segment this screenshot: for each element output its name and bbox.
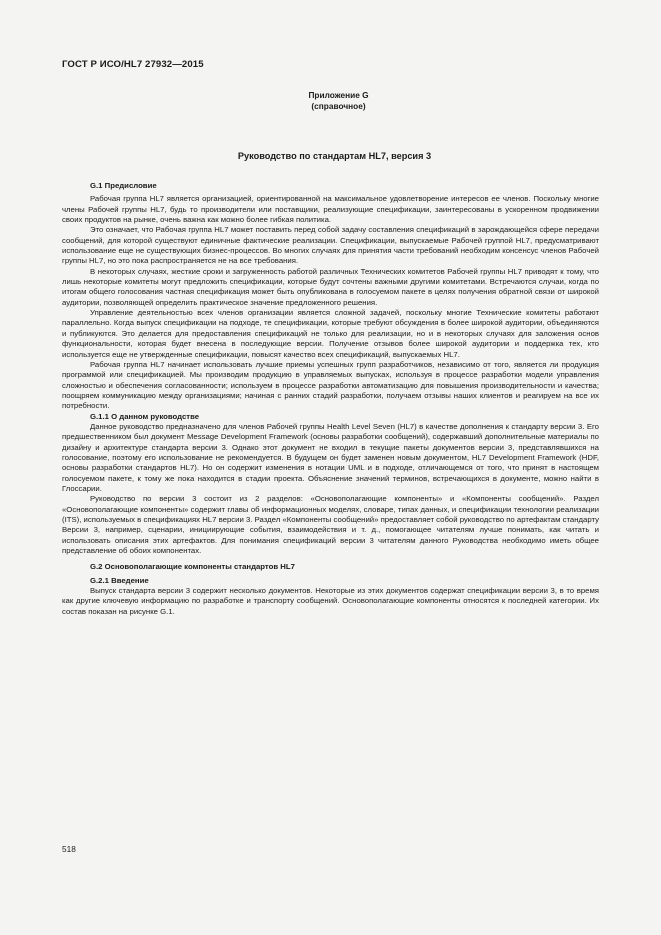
- paragraph: Выпуск стандарта версии 3 содержит несколько документов. Некоторые из этих документов содержат спецификации версии 3, в то время как другие ключевую информацию по разработке и транспорту сообщений. Основополагающие компоненты относятся к последней категории. Их состав показан на рисунке G.1.: [62, 586, 599, 616]
- paragraph: Рабочая группа HL7 является организацией, ориентированной на максимальное удовлетворение интересов ее членов. Поскольку многие члены Рабочей группы HL7, будь то производители или поставщики, реализующие спецификации, заинтересованы в ускоренном продвижении своих продуктов на рынке, очень важна как можно более гибкая политика.: [62, 194, 599, 225]
- section-heading-g1-1: G.1.1 О данном руководстве: [90, 411, 200, 421]
- paragraph: Рабочая группа HL7 начинает использовать лучшие приемы успешных групп разработчиков, независимо от того, является ли продукция программой или спецификацией. Мы производим продукцию в управляемых выпусках, используя в процессе разработки модели управления сложностью и обеспечения согласованности; используем в процессе разработки автоматизацию для повышения производительности и качества; поощряем коммуникацию между организациями; начиная с ранних стадий разработки, получаем отзывы наших клиентов и реагируем на все их потребности.: [62, 359, 599, 411]
- annex-title: Приложение G: [308, 90, 369, 100]
- paragraph: Это означает, что Рабочая группа HL7 может поставить перед собой задачу составления спецификаций в зарождающейся сфере передачи сообщений, для которой существуют единичные фактические реализации. Спецификации, выпускаемые Рабочей группой HL7, предусматривают использование еще не существующих бизнес-процессов. Во многих случаях для принятия части требований необходим консенсус членов Рабочей группы HL7, но это пока распространяется не на все требования.: [62, 225, 599, 266]
- paragraph: Руководство по версии 3 состоит из 2 разделов: «Основополагающие компоненты» и «Компоненты сообщений». Раздел «Основополагающие компоненты» содержит главы об информационных моделях, словаре, типах данных, и спецификации технологии реализации (ITS), используемых в спецификациях HL7 версии 3. Раздел «Компоненты сообщений» предоставляет собой руководство по артефактам стандарту Версии 3, например, сценарии, инициирующие события, взаимодействия и т. д., помогающее читателям лучше понимать, как читать и использовать описания этих артефактов. Для понимания спецификаций версии 3 читателям данного Руководства необходимо иметь общее представление об обоих компонентах.: [62, 494, 599, 556]
- document-title: Руководство по стандартам HL7, версия 3: [237, 151, 432, 161]
- section-heading-g2: G.2 Основополагающие компоненты стандартов HL7: [90, 562, 295, 572]
- paragraph: Данное руководство предназначено для членов Рабочей группы Health Level Seven (HL7) в качестве дополнения к стандарту версии 3. Его предшественником был документ Message Development Framework (основы разработки сообщений), содержавший дополнительные материалы по дизайну и архитектуре стандарта версии 3. Однако этот документ не входил в текущие пакеты документов версии 3, представлявшихся на голосование, поэтому его использование не рекомендуется. В будущем он будет заменен новым документом, HL7 Development Framework (HDF, основы разработки стандартов HL7). Но он содержит изменения в нотации UML и в подходе, отличающемся от того, что принят в настоящем голосуемом пакете, к тому же пока находится в стадии проекта. Объяснение значений терминов, встречающихся в документе, можно найти в Глоссарии.: [62, 421, 599, 493]
- paragraph: Управление деятельностью всех членов организации является сложной задачей, поскольку многие Технические комитеты работают параллельно. Когда выпуск спецификации на подходе, те спецификации, которые требуют обсуждения в более широкой аудитории, объединяются и публикуются. Это делается для предоставления спецификаций не только для реализации, но и в некоторых случаях для заложения основ функциональности, которая будет внесена в последующие версии. Получение отзывов более широкой аудитории и поддержка тех, кто используется еще не утвержденные спецификации, повысят качество всех спецификаций, выпускаемых HL7.: [62, 308, 599, 359]
- page-number: 518: [62, 844, 76, 854]
- annex-note: (справочное): [311, 101, 366, 111]
- paragraph: В некоторых случаях, жесткие сроки и загруженность работой различных Технических комитетов Рабочей группы HL7 приводят к тому, что лишь некоторые комитеты могут предложить спецификации, которые будут сочтены важными другими комитетами. Встречаются случаи, когда по итогам общего голосования частная спецификация может быть опубликована в голосуемом пакете в целях получения обратной связи от широкой аудитории, позволяющей определить практическое значение предложенного решения.: [62, 266, 599, 307]
- section-heading-g1: G.1 Предисловие: [90, 181, 157, 190]
- section-heading-g2-1: G.2.1 Введение: [90, 575, 149, 585]
- standard-header: ГОСТ Р ИСО/HL7 27932—2015: [62, 59, 204, 70]
- document-body: [62, 181, 599, 617]
